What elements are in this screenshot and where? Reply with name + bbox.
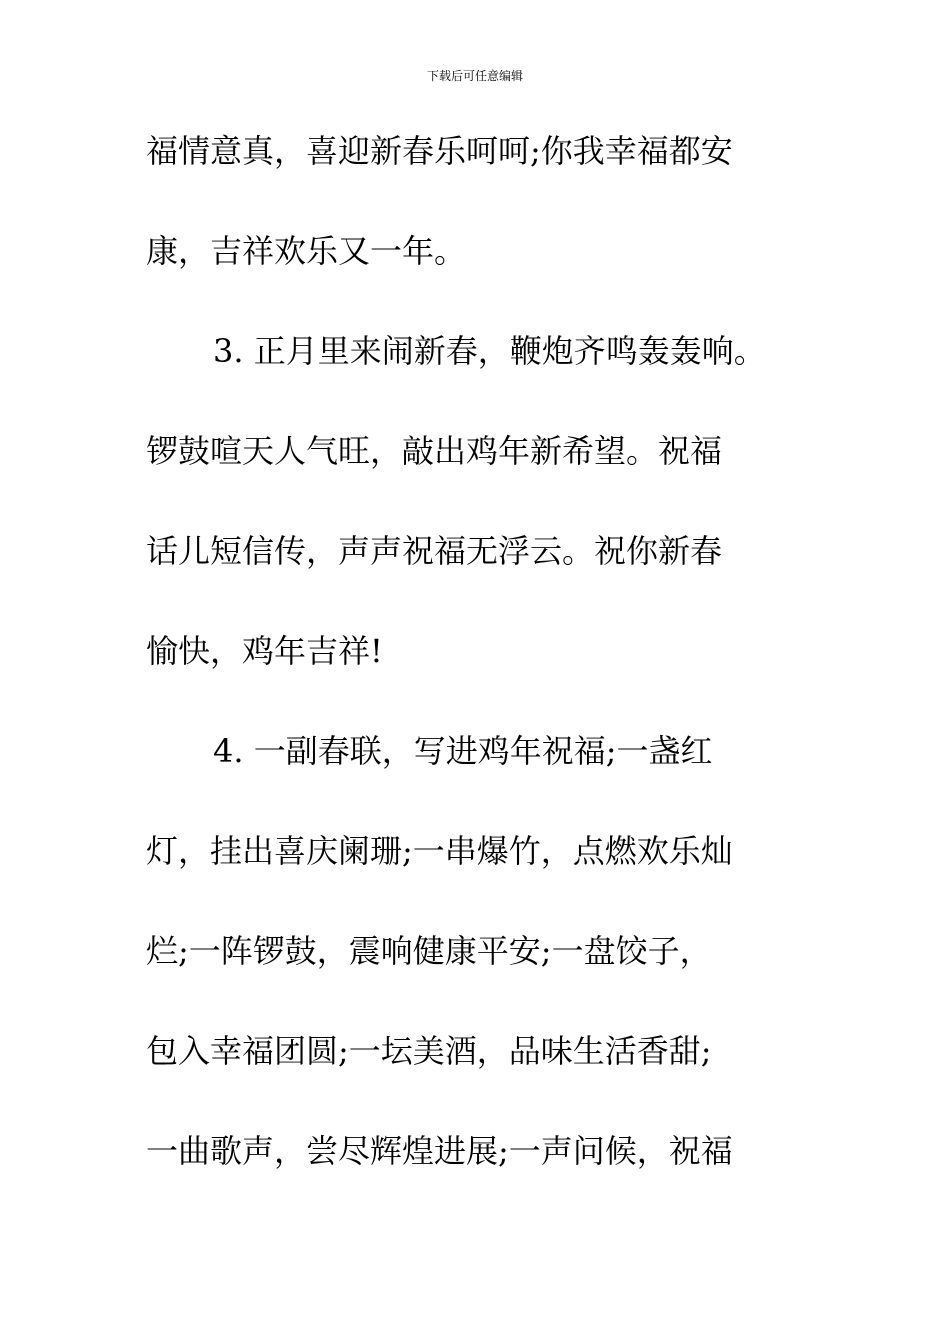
body-text-line: 康，吉祥欢乐又一年。 [146,232,467,270]
body-text-line: 一曲歌声，尝尽辉煌进展;一声问候，祝福 [146,1132,733,1170]
page-header-note: 下载后可任意编辑 [426,69,523,83]
body-text-line: 福情意真，喜迎新春乐呵呵;你我幸福都安 [146,132,733,170]
body-text-line: 愉快，鸡年吉祥! [146,632,383,670]
paragraph-3-start: 3. 正月里来闹新春，鞭炮齐鸣轰轰响。 [213,332,766,370]
body-text-line: 烂;一阵锣鼓，震响健康平安;一盘饺子， [146,932,712,970]
body-text-line: 灯，挂出喜庆阑珊;一串爆竹，点燃欢乐灿 [146,832,733,870]
paragraph-4-start: 4. 一副春联，写进鸡年祝福;一盏红 [213,732,713,770]
body-text-line: 话儿短信传，声声祝福无浮云。祝你新春 [146,532,723,570]
body-text-line: 锣鼓喧天人气旺，敲出鸡年新希望。祝福 [146,432,723,470]
body-text-line: 包入幸福团圆;一坛美酒，品味生活香甜; [146,1032,712,1070]
